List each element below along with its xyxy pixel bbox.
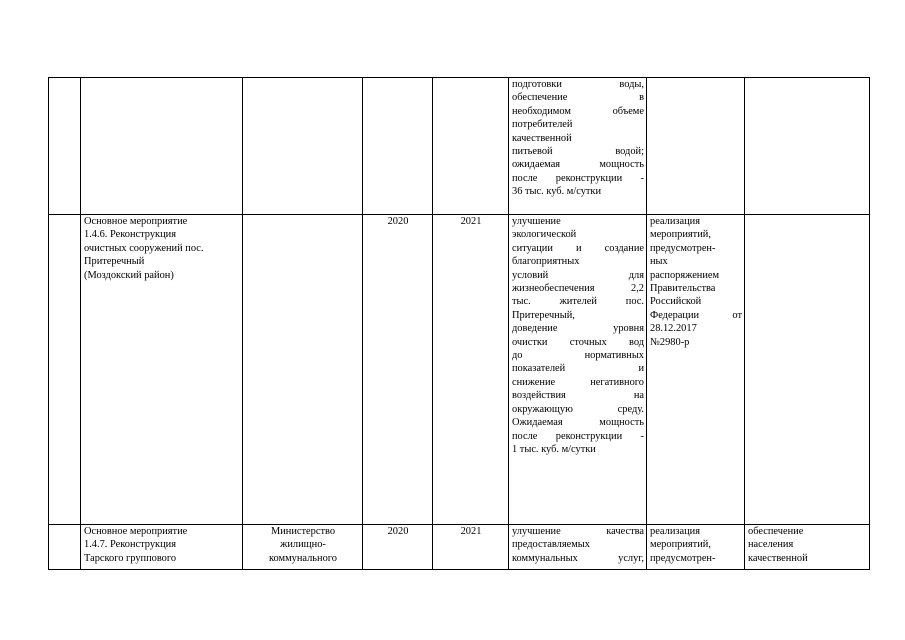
text-line: тыс. жителей пос. xyxy=(512,296,644,308)
year-end-cell: 2021 xyxy=(433,525,509,570)
basis-cell xyxy=(647,525,745,570)
executor-cell xyxy=(243,78,363,215)
text-line: потребителей xyxy=(512,119,573,131)
executor-cell xyxy=(243,215,363,525)
text-line: распоряжением xyxy=(650,269,720,281)
text-line: Притеречный xyxy=(84,256,145,268)
text-line: коммунального xyxy=(268,552,337,564)
num-cell xyxy=(49,215,81,525)
text-line: населения xyxy=(748,539,794,551)
basis-cell xyxy=(647,215,745,525)
measure-cell xyxy=(81,215,243,525)
description-cell xyxy=(509,525,647,570)
text-line: коммунальных услуг, xyxy=(512,552,644,564)
table-row xyxy=(49,525,870,570)
text-line: качественной xyxy=(748,552,808,564)
text-line: 1.4.6. Реконструкция xyxy=(84,229,176,241)
text-line: ных xyxy=(650,256,668,268)
description-cell xyxy=(509,78,647,215)
text-line: улучшение xyxy=(512,216,561,227)
text-line: мероприятий, xyxy=(650,539,711,551)
text-line: обеспечение в xyxy=(512,92,644,104)
table-row xyxy=(49,215,870,525)
text-line: Российской xyxy=(650,296,702,308)
num-cell xyxy=(49,78,81,215)
text-line: ожидаемая мощность xyxy=(512,159,644,171)
executor-cell xyxy=(243,525,363,570)
text-line: показателей и xyxy=(512,363,644,375)
text-line: после реконструкции - xyxy=(512,172,644,184)
year-start-cell xyxy=(363,78,433,215)
text-line: экологической xyxy=(512,229,577,241)
year-start-cell: 2020 xyxy=(363,525,433,570)
text-line: Правительства xyxy=(650,283,716,295)
text-line: (Моздокский район) xyxy=(84,269,174,281)
text-line: ситуации и создание xyxy=(512,242,644,254)
text-line: предоставляемых xyxy=(512,539,590,551)
text-line: 1.4.7. Реконструкция xyxy=(84,539,176,551)
text-line: условий для xyxy=(512,269,644,281)
text-line: качественной xyxy=(512,132,572,144)
basis-cell xyxy=(647,78,745,215)
text-line: мероприятий, xyxy=(650,229,711,241)
text-line: улучшение качества xyxy=(512,526,644,537)
text-line: обеспечение xyxy=(748,526,804,537)
text-line: предусмотрен- xyxy=(650,242,716,254)
result-cell xyxy=(745,215,870,525)
text-line: питьевой водой; xyxy=(512,146,644,158)
result-cell xyxy=(745,525,870,570)
year-end-cell: 2021 xyxy=(433,215,509,525)
measure-cell xyxy=(81,525,243,570)
num-cell xyxy=(49,525,81,570)
measure-cell xyxy=(81,78,243,215)
text-line: №2980-р xyxy=(650,336,690,348)
text-line: Федерации от xyxy=(650,309,742,321)
text-line: 36 тыс. куб. м/сутки xyxy=(512,186,602,198)
year-end-cell xyxy=(433,78,509,215)
text-line: жилищно- xyxy=(280,539,326,551)
text-line: после реконструкции - xyxy=(512,430,644,442)
text-line: 28.12.2017 xyxy=(650,323,697,335)
measures-table xyxy=(48,77,870,570)
text-line: очистки сточных вод xyxy=(512,336,644,348)
text-line: до нормативных xyxy=(512,350,644,362)
text-line: окружающую среду. xyxy=(512,403,644,415)
text-line: Основное мероприятие xyxy=(84,526,188,537)
text-line: предусмотрен- xyxy=(650,552,716,564)
text-line: Тарского группового xyxy=(84,552,177,564)
text-line: Министерство xyxy=(270,526,336,537)
text-line: реализация xyxy=(650,526,701,537)
text-line: воздействия на xyxy=(512,390,644,402)
text-line: благоприятных xyxy=(512,256,580,268)
text-line: 1 тыс. куб. м/сутки xyxy=(512,443,596,455)
text-line: жизнеобеспечения 2,2 xyxy=(512,283,644,295)
text-line: Притеречный, xyxy=(512,309,575,321)
table-row xyxy=(49,78,870,215)
text-line: реализация xyxy=(650,216,701,227)
year-start-cell: 2020 xyxy=(363,215,433,525)
text-line: Основное мероприятие xyxy=(84,216,188,227)
text-line: доведение уровня xyxy=(512,323,644,335)
text-line: очистных сооружений пос. xyxy=(84,242,204,254)
description-cell xyxy=(509,215,647,525)
result-cell xyxy=(745,78,870,215)
text-line: необходимом объеме xyxy=(512,105,644,117)
text-line: подготовки воды, xyxy=(512,79,644,90)
text-line: Ожидаемая мощность xyxy=(512,417,644,429)
text-line: снижение негативного xyxy=(512,376,644,388)
